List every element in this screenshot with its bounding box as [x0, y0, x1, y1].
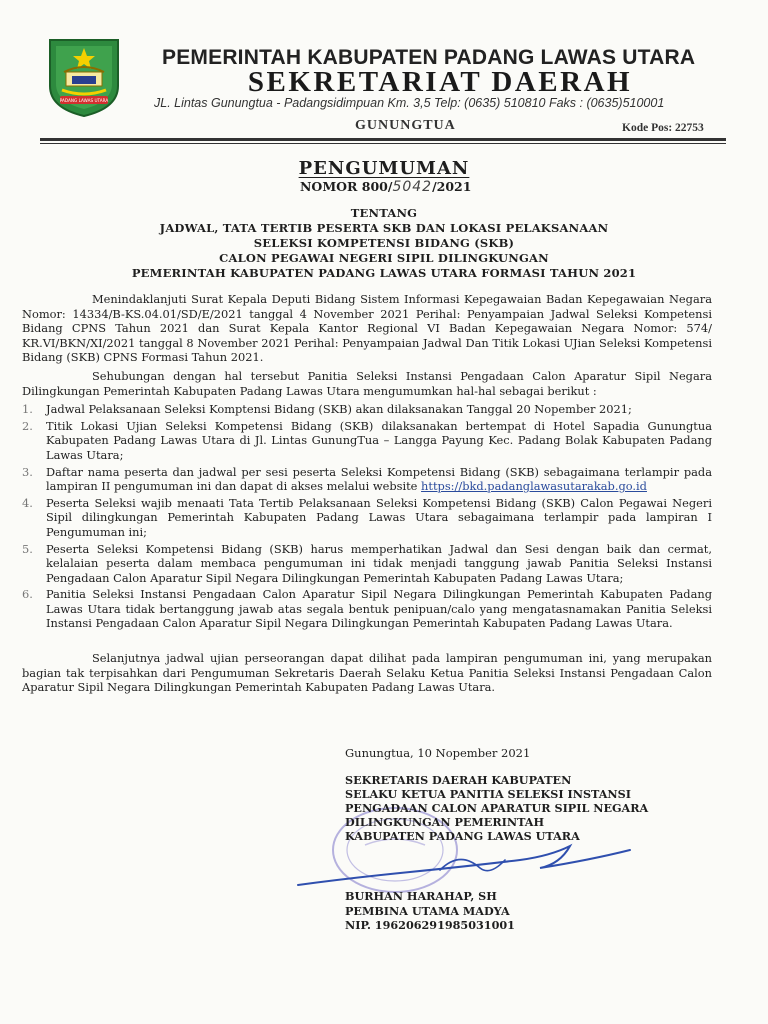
announcement-title: PENGUMUMAN — [298, 158, 470, 179]
signatory-name: BURHAN HARAHAP, SH — [345, 889, 497, 903]
place-and-date: Gunungtua, 10 Nopember 2021 — [345, 746, 531, 760]
regency-logo-icon — [42, 36, 126, 118]
list-item: 4. Peserta Seleksi wajib menaati Tata Tertib Pelaksanaan Seleksi Kompetensi Bidang (SKB) Calon Pegawai Negeri Sipil dilingkungan Pemerintah Kabupaten Padang Lawas Utara sebagaimana terlampir pada lampiran I Pengumuman ini; — [22, 495, 712, 539]
tentang-label: TENTANG — [350, 206, 418, 220]
list-item: 6. Panitia Seleksi Instansi Pengadaan Calon Aparatur Sipil Negara Dilingkungan Pemerintah Kabupaten Padang Lawas Utara tidak bertanggung jawab atas segala bentuk penipuan/calo yang mengatasnamakan Panitia Seleksi Instansi Pengadaan Calon Aparatur Sipil Negara Dilingkungan Pemerintah Kabupaten Padang Lawas Utara. — [22, 587, 712, 631]
handwritten-number: 5042 — [392, 179, 433, 195]
announcement-items — [22, 402, 712, 631]
subject-line: PEMERINTAH KABUPATEN PADANG LAWAS UTARA FORMASI TAHUN 2021 — [131, 266, 637, 280]
signatory-title: SEKRETARIS DAERAH KABUPATEN SELAKU KETUA PANITIA SELEKSI INSTANSI PENGADAAN CALON APARATUR SIPIL NEGARA DILINGKUNGAN PEMERINTAH KABUPATEN PADANG LAWAS UTARA — [345, 773, 649, 843]
signatory-nip: NIP. 196206291985031001 — [345, 918, 515, 932]
intro-paragraph: Menindaklanjuti Surat Kepala Deputi Bidang Sistem Informasi Kepegawaian Badan Kepegawaian Negara Nomor: 14334/B-KS.04.01/SD/E/2021 tanggal 4 November 2021 Perihal: Penyampaian Jadwal Seleksi Kompetensi Bidang CPNS Tahun 2021 dan Surat Kepala Kantor Regional VI Badan Kepegawaian Negara Nomor: 574/ KR.VI/BKN/XI/2021 tanggal 8 November 2021 Perihal: Penyampaian Jadwal Dan Titik Lokasi UJian Seleksi Kompetensi Bidang (SKB) CPNS Formasi Tahun 2021. — [22, 292, 712, 365]
closing-paragraph: Selanjutnya jadwal ujian perseorangan dapat dilihat pada lampiran pengumuman ini, yang merupakan bagian tak terpisahkan dari Pengumuman Sekretaris Daerah Selaku Ketua Panitia Seleksi Instansi Pengadaan Calon Aparatur Sipil Negara Dilingkungan Pemerintah Kabupaten Padang Lawas Utara. — [22, 651, 712, 695]
subject-line: CALON PEGAWAI NEGERI SIPIL DILINGKUNGAN — [219, 251, 549, 265]
subject-line: SELEKSI KOMPETENSI BIDANG (SKB) — [253, 236, 515, 250]
list-item: 2. Titik Lokasi Ujian Seleksi Kompetensi Bidang (SKB) dilaksanakan bertempat di Hotel Sapadia Gunungtua Kabupaten Padang Lawas Utara di Jl. Lintas GunungTua – Langga Payung Kec. Padang Bolak Kabupaten Padang Lawas Utara; — [22, 418, 712, 462]
list-item: 5. Peserta Seleksi Kompetensi Bidang (SKB) harus memperhatikan Jadwal dan Sesi dengan baik dan cermat, kelalaian peserta dalam membaca pengumuman ini tidak menjadi tanggung jawab Panitia Seleksi Instansi Pengadaan Calon Aparatur Sipil Negara Dilingkungan Pemerintah Kabupaten Padang Lawas Utara; — [22, 541, 712, 585]
letterhead-divider-thin — [40, 143, 726, 144]
letterhead-office-name: SEKRETARIAT DAERAH — [247, 66, 633, 98]
letterhead-city: GUNUNGTUA — [355, 118, 456, 133]
letterhead-address: JL. Lintas Gunungtua - Padangsidimpuan Km. 3,5 Telp: (0635) 510810 Faks : (0635)510001 — [154, 96, 665, 110]
announcement-number: NOMOR 800/5042/2021 — [300, 179, 472, 195]
list-item: 3. Daftar nama peserta dan jadwal per sesi peserta Seleksi Kompetensi Bidang (SKB) sebagaimana terlampir pada lampiran II pengumuman ini dan dapat di akses melalui website https://bkd.padanglawasutarakab.go.id — [22, 464, 712, 494]
bkd-website-link[interactable]: https://bkd.padanglawasutarakab.go.id — [421, 479, 647, 494]
announcement-subject — [0, 206, 768, 281]
letterhead-postal-code: Kode Pos: 22753 — [622, 122, 704, 134]
signatory-rank: PEMBINA UTAMA MADYA — [345, 903, 510, 918]
context-paragraph: Sehubungan dengan hal tersebut Panitia Seleksi Instansi Pengadaan Calon Aparatur Sipil Negara Dilingkungan Pemerintah Kabupaten Padang Lawas Utara mengumumkan hal-hal sebagai berikut : — [22, 368, 712, 398]
letterhead-divider-thick — [40, 138, 726, 141]
signatory-details — [345, 889, 515, 933]
letterhead-government-name: PEMERINTAH KABUPATEN PADANG LAWAS UTARA — [162, 46, 696, 69]
subject-line: JADWAL, TATA TERTIB PESERTA SKB DAN LOKASI PELAKSANAAN — [159, 221, 609, 235]
list-item: 1. Jadwal Pelaksanaan Seleksi Komptensi Bidang (SKB) akan dilaksanakan Tanggal 20 Nopember 2021; — [22, 402, 632, 417]
logo-text: PADANG LAWAS UTARA — [59, 98, 109, 103]
announcement-body — [22, 292, 712, 695]
